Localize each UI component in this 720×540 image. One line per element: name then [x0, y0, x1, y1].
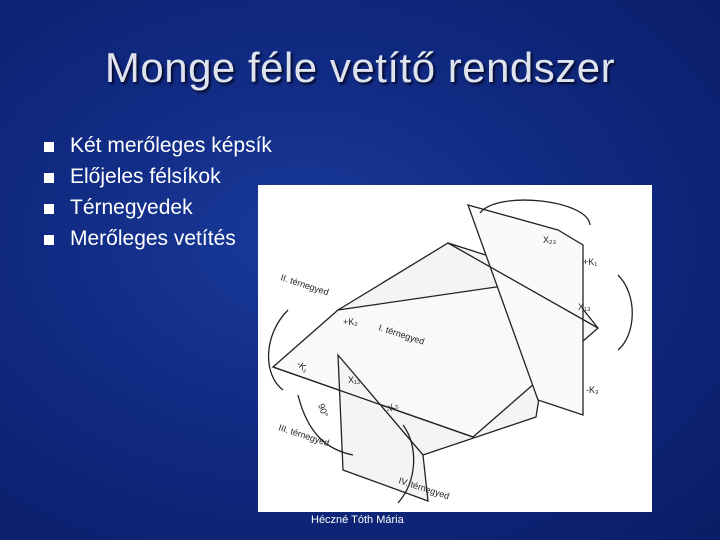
label-q2: II. térnegyed: [279, 272, 331, 298]
bullet-text: Térnegyedek: [70, 196, 193, 219]
label-plus-k1: +K₁: [583, 257, 598, 267]
label-q3: III. térnegyed: [277, 422, 331, 449]
bullet-text: Két merőleges képsík: [70, 134, 272, 157]
label-x12: X₁₂: [348, 375, 361, 385]
rotation-arrow-left: [269, 310, 288, 390]
projection-diagram: [258, 185, 652, 512]
bullet-text: Merőleges vetítés: [70, 227, 236, 250]
label-x23: X₂₃: [543, 235, 557, 245]
label-plus-k2: +K₂: [343, 317, 358, 327]
label-q1: I. térnegyed: [377, 322, 426, 347]
square-bullet-icon: [44, 142, 54, 152]
bullet-text: Előjeles félsíkok: [70, 165, 221, 188]
slide-title: Monge féle vetítő rendszer: [104, 44, 616, 91]
label-90-degrees: 90°: [316, 402, 331, 419]
label-minus-k2: -K₂: [384, 399, 400, 415]
label-minus-k3: -K₃: [586, 385, 599, 395]
label-x13: X₁₃: [578, 302, 591, 312]
square-bullet-icon: [44, 173, 54, 183]
monge-projection-figure: [258, 185, 652, 512]
label-q4: IV. térnegyed: [397, 475, 451, 502]
square-bullet-icon: [44, 204, 54, 214]
author-credit: Héczné Tóth Mária: [311, 514, 404, 526]
rotation-arrow-right: [618, 275, 632, 350]
label-minus-k1: -K₁: [294, 358, 311, 375]
square-bullet-icon: [44, 235, 54, 245]
